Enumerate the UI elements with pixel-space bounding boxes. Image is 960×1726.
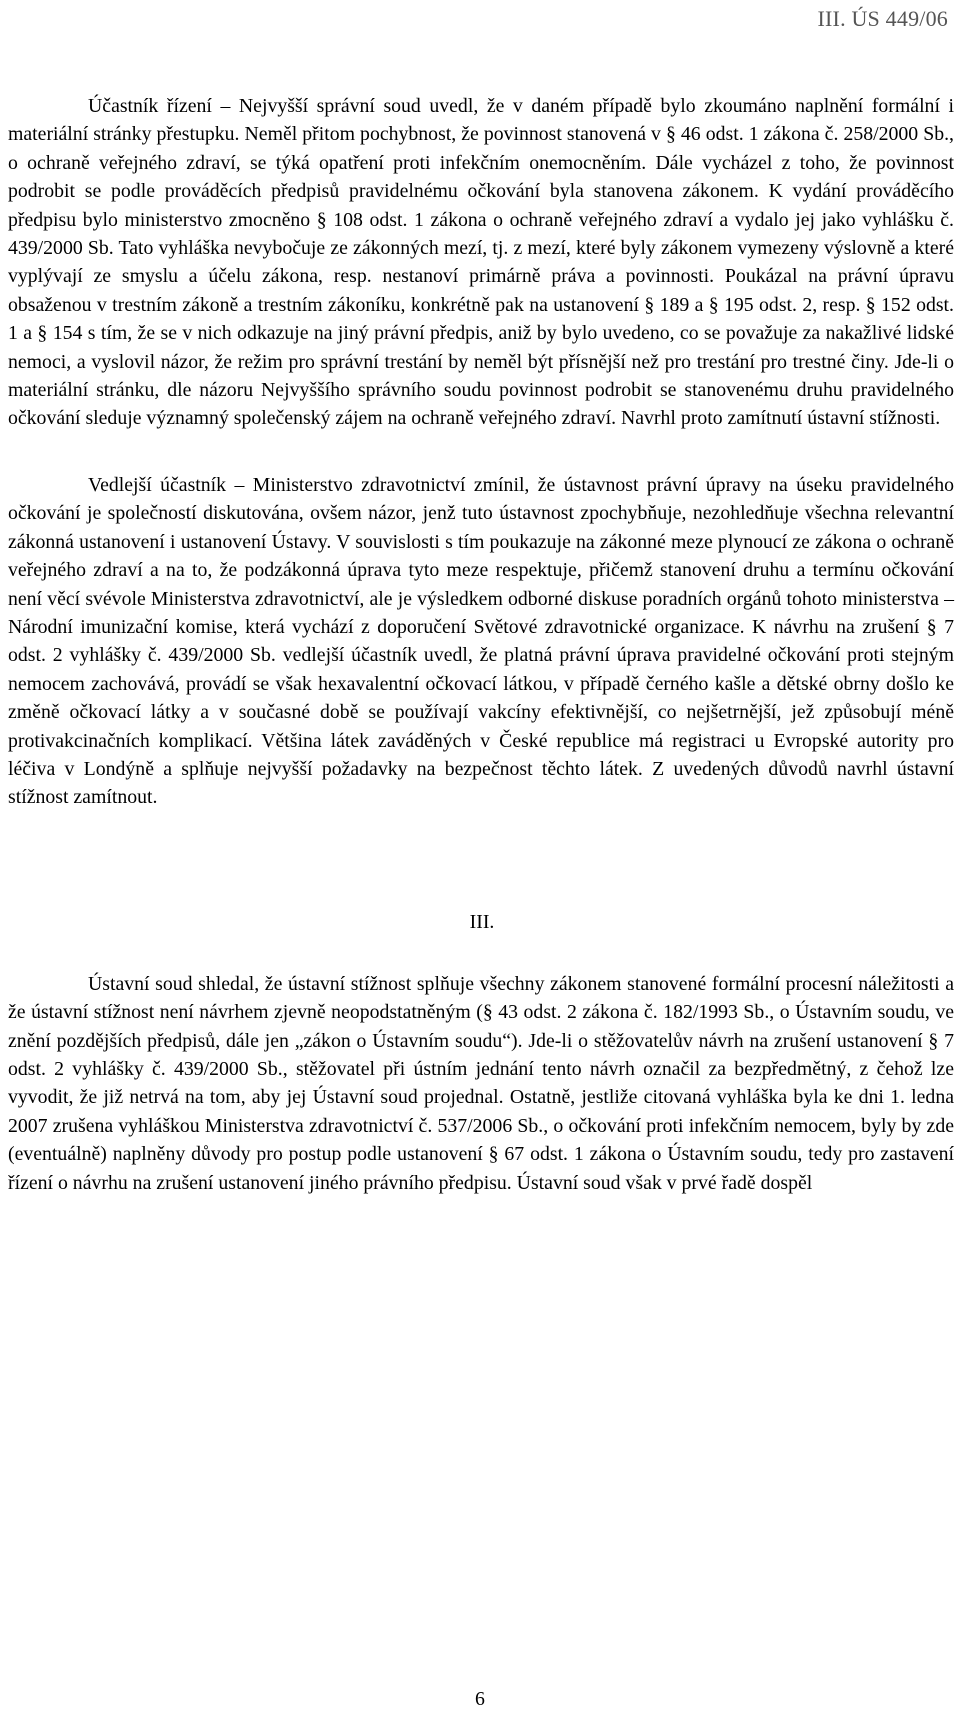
paragraph-court-findings: Ústavní soud shledal, že ústavní stížnost splňuje všechny zákonem stanovené formální procesní náležitosti a že ústavní stížnost není návrhem zjevně neopodstatněným (§ 43 odst. 2 zákona č. 182/1993 Sb., o Ústavním soudu, ve znění pozdějších předpisů, dále jen „zákon o Ústavním soudu“). Jde-li o stěžovatelův návrh na zrušení ustanovení § 7 odst. 2 vyhlášky č. 439/2000 Sb., stěžovatel při ústním jednání tento návrh označil za bezpředmětný, z čehož lze vyvodit, že již netrvá na tom, aby jej Ústavní soud projednal. Ostatně, jestliže citovaná vyhláška byla ke dni 1. ledna 2007 zrušena vyhláškou Ministerstva zdravotnictví č. 537/2006 Sb., o očkování proti infekčním nemocem, byly by zde (eventuálně) naplněny důvody pro postup podle ustanovení § 67 odst. 1 zákona o Ústavním soudu, tedy pro zastavení řízení o návrhu na zrušení ustanovení jiného právního předpisu. Ústavní soud však v prvé řadě dospěl: [8, 972, 954, 1194]
case-reference: III. ÚS 449/06: [817, 6, 948, 31]
section-heading: III.: [469, 910, 495, 933]
document-body: [8, 92, 954, 1197]
paragraph-respondent: Účastník řízení – Nejvyšší správní soud uvedl, že v daném případě bylo zkoumáno naplnění formální i materiální stránky přestupku. Neměl přitom pochybnost, že povinnost stanovená v § 46 odst. 1 zákona č. 258/2000 Sb., o ochraně veřejného zdraví, se týká opatření proti infekčním onemocněním. Dále vycházel z toho, že povinnost podrobit se podle prováděcích předpisů pravidelnému očkování byla stanovena zákonem. K vydání prováděcího předpisu bylo ministerstvo zmocněno § 108 odst. 1 zákona o ochraně veřejného zdraví a vydalo jej jako vyhlášku č. 439/2000 Sb. Tato vyhláška nevybočuje ze zákonných mezí, tj. z mezí, které byly zákonem vymezeny výslovně a které vyplývají ze smyslu a účelu zákona, resp. nestanoví primárně práva a povinnosti. Poukázal na právní úpravu obsaženou v trestním zákoně a trestním zákoníku, konkrétně pak na ustanovení § 189 a § 195 odst. 2, resp. § 152 odst. 1 a § 154 s tím, že se v nich odkazuje na jiný právní předpis, aniž by bylo uvedeno, co se považuje za nakažlivé lidské nemoci, a vyslovil názor, že režim pro správní trestání by neměl být přísnější než pro trestání pro trestné činy. Jde-li o materiální stránku, dle názoru Nejvyššího správního soudu povinnost podrobit se stanovenému druhu pravidelného očkování sleduje významný společenský zájem na ochraně veřejného zdraví. Navrhl proto zamítnutí ústavní stížnosti.: [8, 95, 954, 430]
page-number: 6: [475, 1688, 485, 1710]
paragraph-secondary-party: Vedlejší účastník – Ministerstvo zdravotnictví zmínil, že ústavnost právní úpravy na úseku pravidelného očkování je společností diskutována, ovšem názor, jenž tuto ústavnost zpochybňuje, nezohledňuje všechna relevantní zákonná ustanovení i ustanovení Ústavy. V souvislosti s tím poukazuje na zákonné meze plynoucí ze zákona o ochraně veřejného zdraví a na to, že podzákonná úprava tyto meze respektuje, přičemž stanovení druhu a termínu očkování není věcí svévole Ministerstva zdravotnictví, ale je výsledkem odborné diskuse poradních orgánů tohoto ministerstva – Národní imunizační komise, která vychází z doporučení Světové zdravotnické organizace. K návrhu na zrušení § 7 odst. 2 vyhlášky č. 439/2000 Sb. vedlejší účastník uvedl, že platná právní úprava pravidelné očkování proti stejným nemocem zachovává, provádí se však hexavalentní očkovací látkou, v případě černého kašle a dětské obrny došlo ke změně očkovací látky a v současné době se používají vakcíny efektivnější, co nejšetrnější, jež způsobují méně protivakcinačních komplikací. Většina látek zaváděných v České republice má registraci u Evropské autority pro léčiva v Londýně a splňuje nejvyšší požadavky na bezpečnost těchto látek. Z uvedených důvodů navrhl ústavní stížnost zamítnout.: [8, 473, 954, 809]
